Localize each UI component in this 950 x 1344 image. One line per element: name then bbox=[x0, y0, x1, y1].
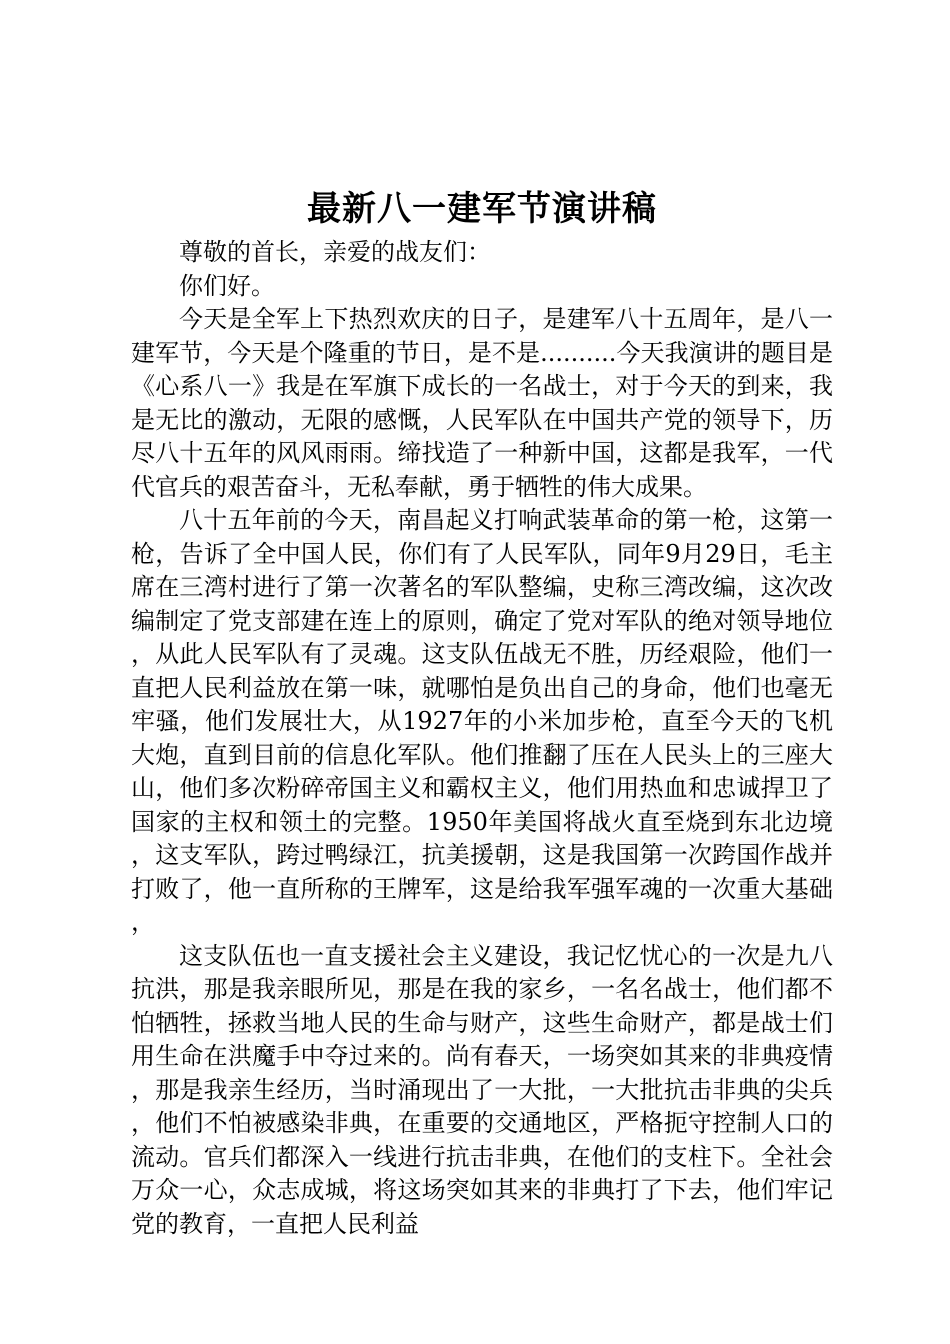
body-paragraph: 这支队伍也一直支援社会主义建设，我记忆忧心的一次是九八抗洪，那是我亲眼所见，那是在我的家乡，一名名战士，他们都不怕牺牲，拯救当地人民的生命与财产，这些生命财产，都是战士们用生命在洪魔手中夺过来的。尚有春天，一场突如其来的非典疫情，那是我亲生经历，当时涌现出了一大批，一大批抗击非典的尖兵，他们不怕被感染非典，在重要的交通地区，严格扼守控制人口的流动。官兵们都深入一线进行抗击非典，在他们的支柱下。全社会万众一心，众志成城，将这场突如其来的非典打了下去，他们牢记党的教育，一直把人民利益 bbox=[131, 941, 833, 1238]
salutation: 尊敬的首长，亲爱的战友们： bbox=[179, 238, 491, 266]
document-title: 最新八一建军节演讲稿 bbox=[307, 189, 657, 229]
greeting: 你们好。 bbox=[179, 271, 275, 300]
body-paragraph: 八十五年前的今天，南昌起义打响武装革命的第一枪，这第一枪，告诉了全中国人民，你们有了人民军队，同年9月29日，毛主席在三湾村进行了第一次著名的军队整编，史称三湾改编，这次改编制定了党支部建在连上的原则，确定了党对军队的绝对领导地位，从此人民军队有了灵魂。这支队伍战无不胜，历经艰险，他们一直把人民利益放在第一味，就哪怕是负出自己的身命，他们也毫无牢骚，他们发展壮大，从1927年的小米加步枪，直至今天的飞机大炮，直到目前的信息化军队。他们推翻了压在人民头上的三座大山，他们多次粉碎帝国主义和霸权主义，他们用热血和忠诚捍卫了国家的主权和领土的完整。1950年美国将战火直至烧到东北边境，这支军队，跨过鸭绿江，抗美援朝，这是我国第一次跨国作战并打败了，他一直所称的王牌军，这是给我军强军魂的一次重大基础， bbox=[131, 506, 833, 936]
body-paragraph: 今天是全军上下热烈欢庆的日子，是建军八十五周年，是八一建军节，今天是个隆重的节日，是不是..........今天我演讲的题目是《心系八一》我是在军旗下成长的一名战士，对于今天的到来，我是无比的激动，无限的感慨，人民军队在中国共产党的领导下，历尽八十五年的风风雨雨。缔找造了一种新中国，这都是我军，一代代官兵的艰苦奋斗，无私奉献，勇于牺牲的伟大成果。 bbox=[131, 305, 833, 501]
document-page bbox=[131, 186, 833, 1241]
